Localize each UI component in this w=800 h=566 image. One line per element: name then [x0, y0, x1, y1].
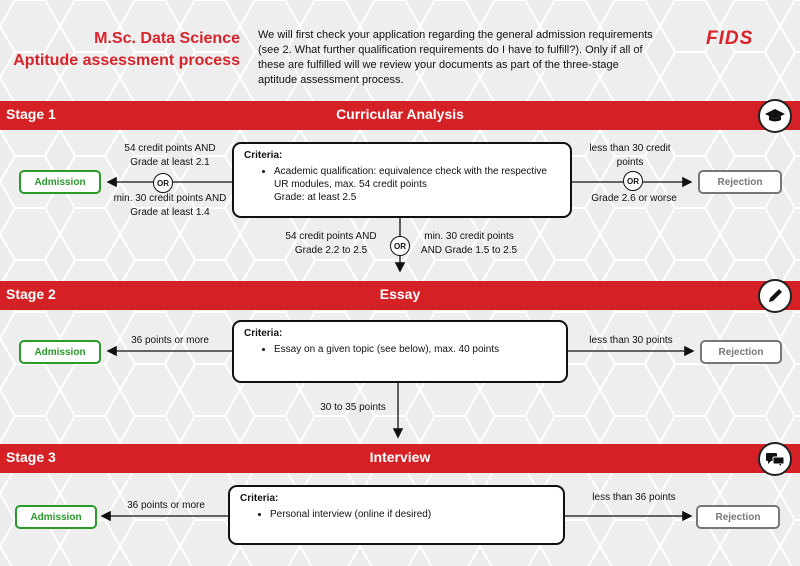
- stage-3-criteria-box: [228, 485, 565, 545]
- stage-1-next-condition-1: 54 credit points AND Grade 2.2 to 2.5: [285, 231, 377, 256]
- stage-2-next-condition: 30 to 35 points: [320, 402, 386, 413]
- or-badge: OR: [390, 236, 410, 256]
- stage-1-admission-condition-2: min. 30 credit points AND Grade at least 1.4: [113, 193, 227, 218]
- stage-2-name: Essay: [379, 286, 421, 302]
- stage-1-rejection-condition-1: less than 30 credit points: [589, 143, 671, 168]
- stage-1-next-condition-2: min. 30 credit points AND Grade 1.5 to 2.5: [420, 231, 518, 256]
- stage-1-label: Stage 1: [6, 106, 56, 122]
- criteria-item: • Academic qualification: equivalence check with the respective UR modules, max. 54 credit points Grade: at least 2.5: [274, 165, 560, 204]
- stage-1-rejection-condition-2: Grade 2.6 or worse: [591, 193, 677, 204]
- stage-2-admission-button[interactable]: Admission: [19, 340, 101, 364]
- criteria-item: • Personal interview (online if desired): [270, 508, 553, 521]
- stage-1-admission-condition-1: 54 credit points AND Grade at least 2.1: [124, 143, 216, 168]
- stage-2-bar: [0, 281, 800, 310]
- criteria-title: Criteria:: [244, 328, 283, 339]
- stage-2-rejection-button[interactable]: Rejection: [700, 340, 782, 364]
- stage-1-admission-button[interactable]: Admission: [19, 170, 101, 194]
- stage-3-admission-button[interactable]: Admission: [15, 505, 97, 529]
- title-line-1: M.Sc. Data Science: [94, 30, 240, 47]
- stage-3-bar: [0, 444, 800, 473]
- stage-2-admission-condition: 36 points or more: [131, 335, 209, 346]
- stage-1-name: Curricular Analysis: [336, 106, 464, 122]
- stage-1-rejection-button[interactable]: Rejection: [698, 170, 782, 194]
- title-line-2: Aptitude assessment process: [13, 52, 240, 69]
- stage-1-bar: [0, 101, 800, 130]
- stage-2-rejection-condition: less than 30 points: [589, 335, 673, 346]
- criteria-title: Criteria:: [240, 493, 279, 504]
- stage-3-rejection-button[interactable]: Rejection: [696, 505, 780, 529]
- fids-logo: FIDS: [706, 28, 754, 49]
- criteria-item: • Essay on a given topic (see below), max. 40 points: [274, 343, 556, 356]
- speech-bubbles-icon: [758, 442, 792, 476]
- stage-3-name: Interview: [369, 449, 431, 465]
- stage-2-criteria-box: [232, 320, 568, 383]
- or-badge: OR: [153, 173, 173, 193]
- intro-text: We will first check your application regarding the general admission requirements (see 2. What further qualification requirements do I have to fulfill?). Only if all of these are fulfilled will we review your documents as part of the three-stage aptitude assessment process.: [258, 29, 653, 86]
- graduation-cap-icon: [758, 99, 792, 133]
- criteria-title: Criteria:: [244, 150, 283, 161]
- stage-3-label: Stage 3: [6, 449, 56, 465]
- stage-1-criteria-box: [232, 142, 572, 218]
- stage-2-label: Stage 2: [6, 286, 56, 302]
- pencil-icon: [758, 279, 792, 313]
- or-badge: OR: [623, 171, 643, 191]
- stage-3-admission-condition: 36 points or more: [127, 500, 205, 511]
- stage-3-rejection-condition: less than 36 points: [592, 492, 676, 503]
